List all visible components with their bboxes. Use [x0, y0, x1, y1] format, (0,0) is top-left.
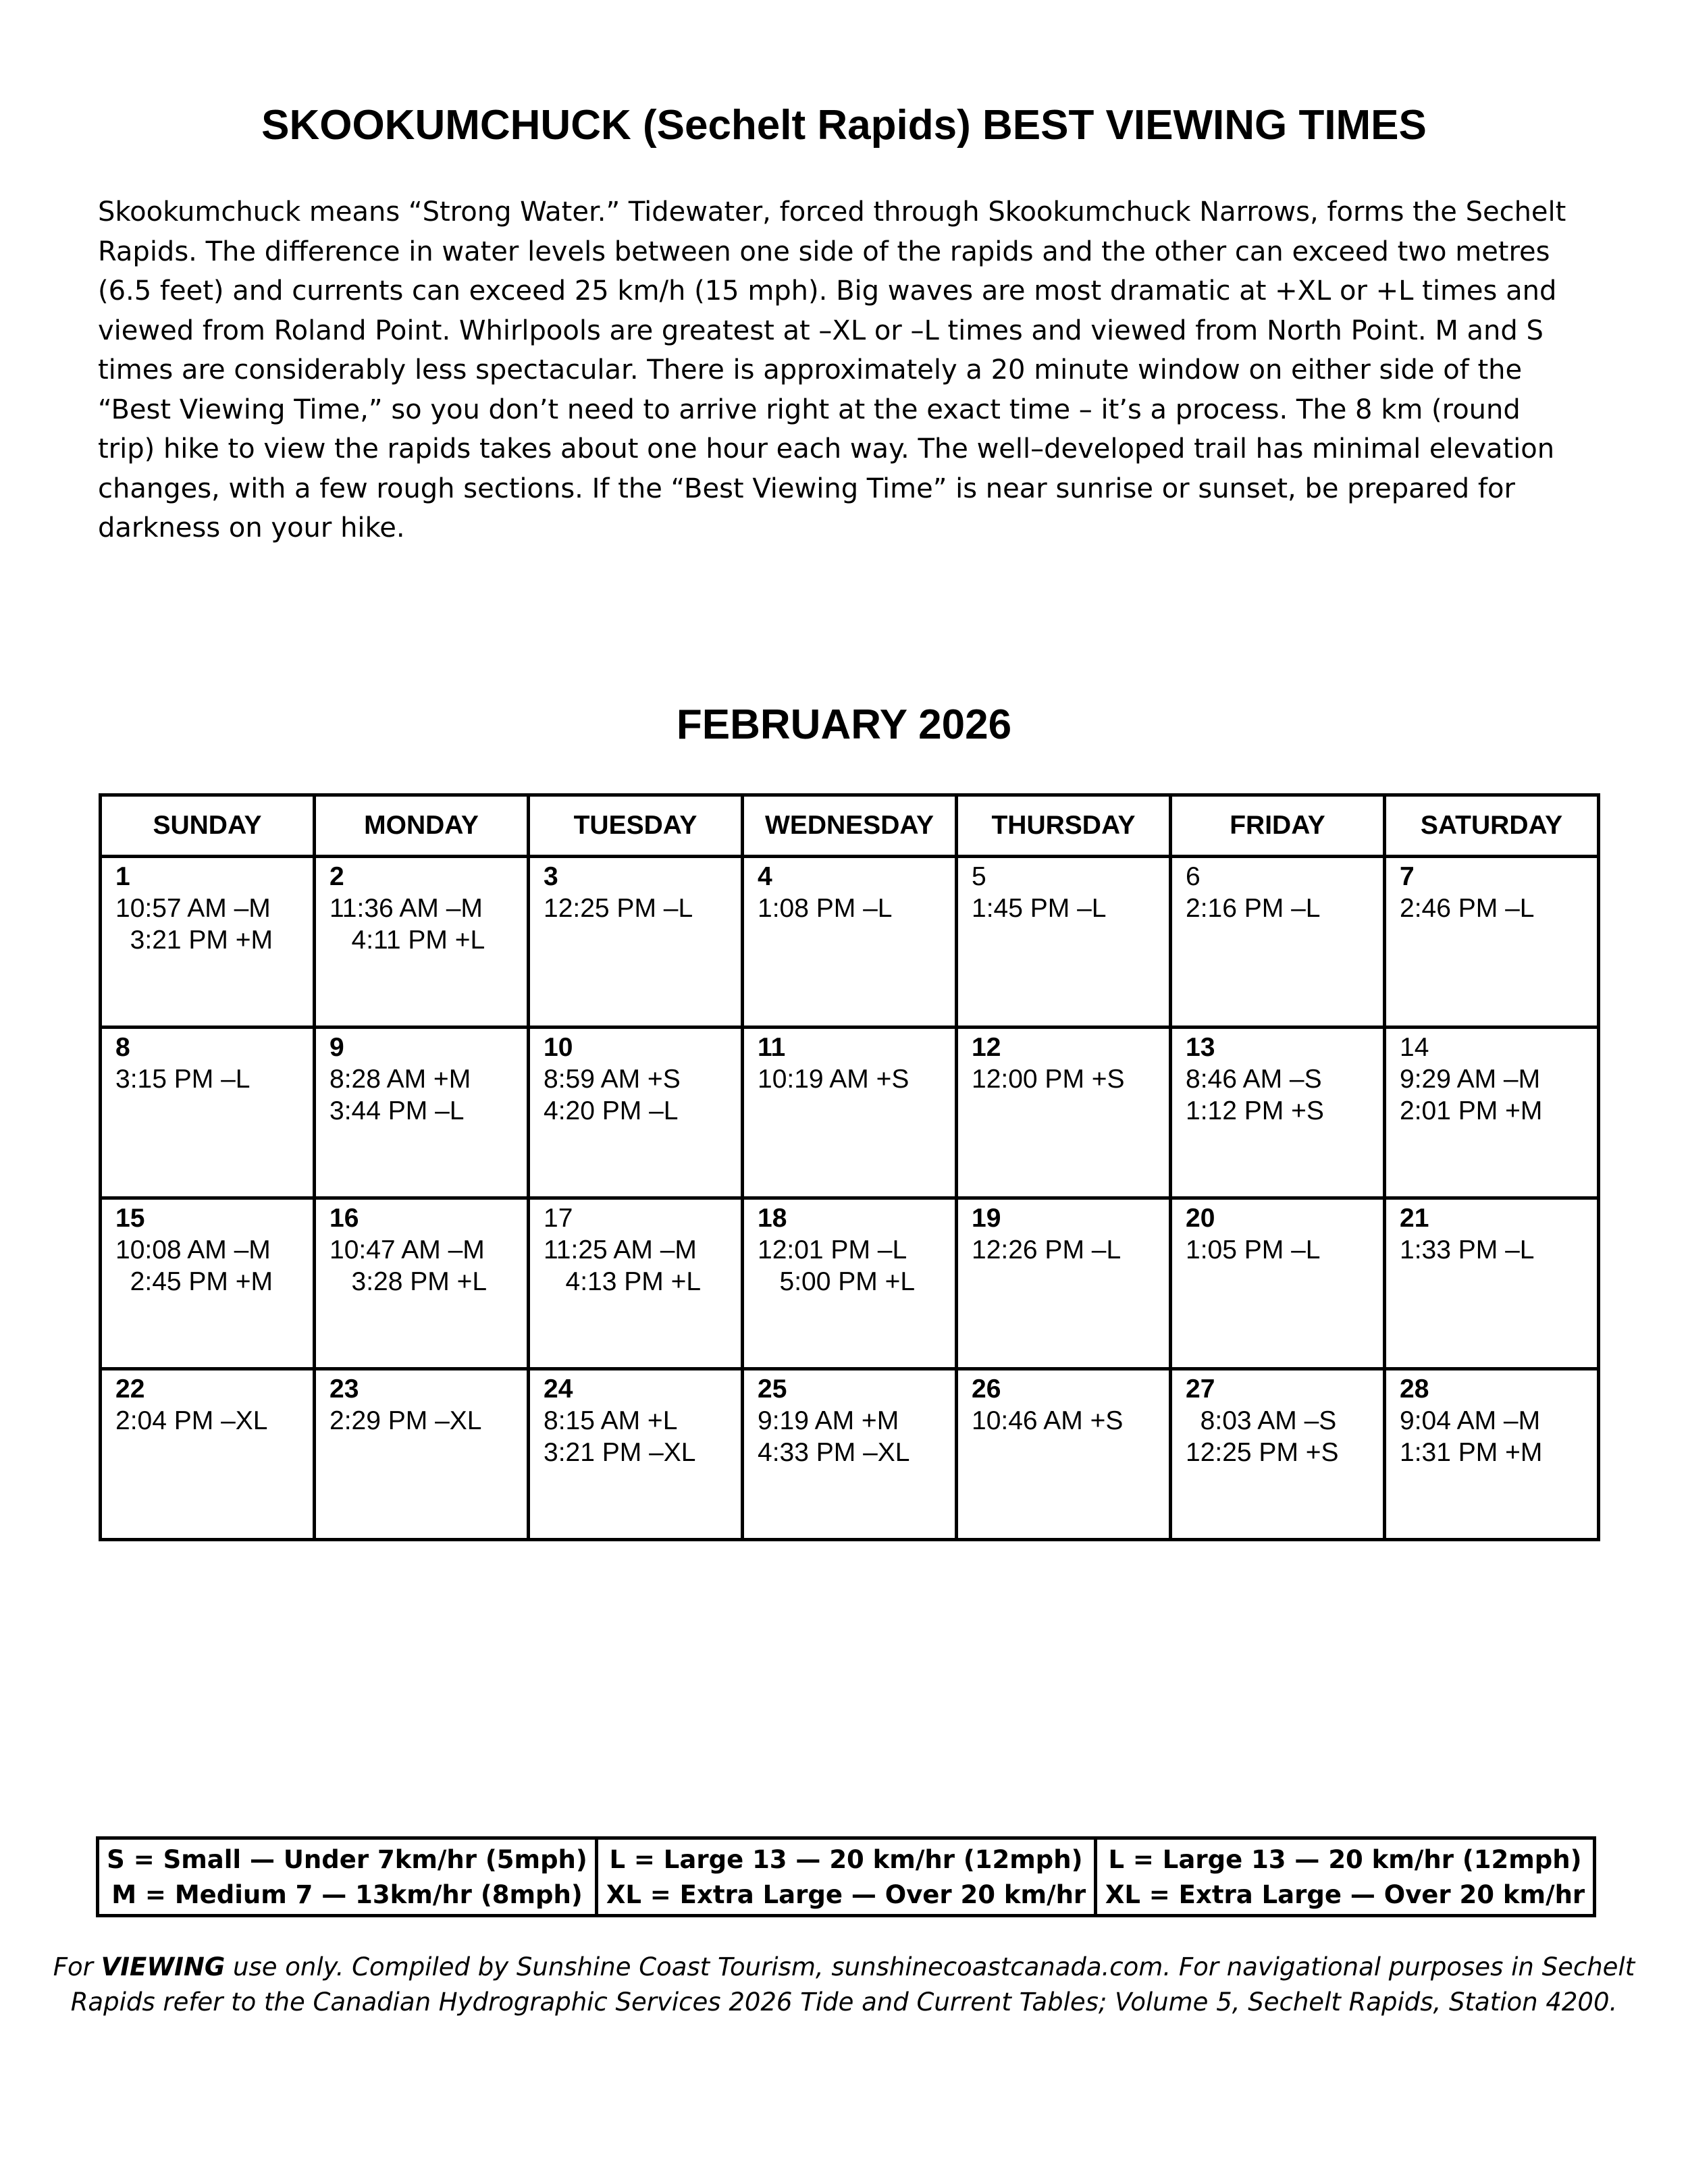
footer-prefix: For [53, 1952, 101, 1981]
day-number: 6 [1186, 862, 1201, 891]
calendar-day-cell [743, 1369, 957, 1540]
calendar-day-cell [957, 857, 1171, 1028]
calendar-week-row [101, 1198, 1599, 1369]
header-tuesday: TUESDAY [529, 795, 743, 857]
legend-cell [98, 1838, 597, 1916]
calendar-day-cell [1385, 1198, 1599, 1369]
viewing-time: 8:15 AM +L [544, 1406, 678, 1435]
calendar-day-cell [1171, 1198, 1385, 1369]
viewing-time: 8:28 AM +M [329, 1065, 471, 1094]
calendar-day-cell [529, 1369, 743, 1540]
intro-paragraph: Skookumchuck means “Strong Water.” Tidewater, forced through Skookumchuck Narrows, forms the Sechelt Rapids. The difference in water levels between one side of the rapids and the other can exceed two metres (6.5 feet) and currents can exceed 25 km/h (15 mph). Big waves are most dramatic at +XL or +L times and viewed from Roland Point. Whirlpools are greatest at –XL or –L times and viewed from North Point. M and S times are considerably less spectacular. There is approximately a 20 minute window on either side of the “Best Viewing Time,” so you don’t need to arrive right at the exact time – it’s a process. The 8 km (round trip) hike to view the rapids takes about one hour each way. The well–developed trail has minimal elevation changes, with a few rough sections. If the “Best Viewing Time” is near sunrise or sunset, be prepared for darkness on your hike. [98, 196, 1566, 543]
legend-line: L = Large 13 — 20 km/hr (12mph) [1108, 1845, 1582, 1874]
page-title: SKOOKUMCHUCK (Sechelt Rapids) BEST VIEWING TIMES [261, 102, 1427, 149]
day-number: 24 [544, 1375, 573, 1404]
day-number: 9 [329, 1033, 344, 1062]
calendar-day-cell [1171, 1028, 1385, 1198]
viewing-time: 3:21 PM –XL [544, 1438, 696, 1467]
calendar-header-row [101, 795, 1599, 857]
calendar-day-cell [315, 857, 529, 1028]
viewing-time: 9:19 AM +M [758, 1406, 899, 1435]
viewing-time: 12:25 PM –L [544, 894, 693, 923]
viewing-time: 11:36 AM –M [329, 894, 483, 923]
viewing-time: 1:05 PM –L [1186, 1235, 1321, 1264]
viewing-time: 8:46 AM –S [1186, 1065, 1322, 1094]
viewing-time: 2:04 PM –XL [115, 1406, 268, 1435]
viewing-time: 3:15 PM –L [115, 1065, 250, 1094]
viewing-time: 2:46 PM –L [1400, 894, 1535, 923]
day-number: 25 [758, 1375, 787, 1404]
viewing-time: 9:29 AM –M [1400, 1065, 1541, 1094]
viewing-time: 12:01 PM –L [758, 1235, 907, 1264]
day-number: 17 [544, 1204, 573, 1233]
viewing-time: 2:16 PM –L [1186, 894, 1321, 923]
day-number: 1 [115, 862, 130, 891]
legend-line: XL = Extra Large — Over 20 km/hr [606, 1880, 1086, 1909]
calendar-day-cell [315, 1369, 529, 1540]
viewing-time: 10:19 AM +S [758, 1065, 909, 1094]
calendar-day-cell [957, 1198, 1171, 1369]
day-number: 20 [1186, 1204, 1215, 1233]
calendar-day-cell [101, 1369, 315, 1540]
legend-line: S = Small — Under 7km/hr (5mph) [107, 1845, 587, 1874]
calendar-week-row [101, 857, 1599, 1028]
footer-line1: use only. Compiled by Sunshine Coast Tourism, sunshinecoastcanada.com. For navigational purposes in Sechelt [225, 1952, 1635, 1981]
viewing-time: 8:03 AM –S [1186, 1406, 1337, 1435]
viewing-time: 5:00 PM +L [758, 1267, 916, 1296]
calendar-table [99, 793, 1600, 1541]
calendar-day-cell [529, 1028, 743, 1198]
calendar-day-cell [957, 1028, 1171, 1198]
viewing-time: 1:12 PM +S [1186, 1096, 1324, 1125]
header-monday: MONDAY [315, 795, 529, 857]
legend-line: L = Large 13 — 20 km/hr (12mph) [609, 1845, 1083, 1874]
day-number: 5 [972, 862, 986, 891]
calendar-day-cell [529, 1198, 743, 1369]
day-number: 8 [115, 1033, 130, 1062]
viewing-time: 3:21 PM +M [115, 926, 273, 955]
day-number: 11 [758, 1033, 786, 1062]
viewing-time: 10:08 AM –M [115, 1235, 271, 1264]
day-number: 28 [1400, 1375, 1429, 1404]
header-wednesday: WEDNESDAY [743, 795, 957, 857]
calendar-day-cell [315, 1198, 529, 1369]
viewing-time: 9:04 AM –M [1400, 1406, 1541, 1435]
viewing-time: 8:59 AM +S [544, 1065, 681, 1094]
day-number: 4 [758, 862, 772, 891]
speed-legend [96, 1836, 1596, 1917]
calendar-day-cell [957, 1369, 1171, 1540]
day-number: 18 [758, 1204, 787, 1233]
footer-emphasis: VIEWING [101, 1952, 226, 1981]
viewing-time: 1:33 PM –L [1400, 1235, 1535, 1264]
viewing-time: 12:26 PM –L [972, 1235, 1122, 1264]
day-number: 26 [972, 1375, 1001, 1404]
calendar-day-cell [101, 1198, 315, 1369]
viewing-time: 2:01 PM +M [1400, 1096, 1543, 1125]
viewing-time: 2:29 PM –XL [329, 1406, 482, 1435]
header-friday: FRIDAY [1171, 795, 1385, 857]
day-number: 21 [1400, 1204, 1429, 1233]
legend-cell [597, 1838, 1096, 1916]
day-number: 10 [544, 1033, 573, 1062]
calendar-week-row [101, 1028, 1599, 1198]
legend-line: M = Medium 7 — 13km/hr (8mph) [111, 1880, 583, 1909]
calendar-day-cell [743, 1028, 957, 1198]
viewing-time: 12:00 PM +S [972, 1065, 1125, 1094]
legend-line: XL = Extra Large — Over 20 km/hr [1105, 1880, 1585, 1909]
day-number: 12 [972, 1033, 1001, 1062]
calendar-day-cell [1171, 1369, 1385, 1540]
viewing-time: 4:13 PM +L [544, 1267, 702, 1296]
viewing-time: 4:33 PM –XL [758, 1438, 910, 1467]
calendar-day-cell [1385, 857, 1599, 1028]
calendar-day-cell [101, 857, 315, 1028]
month-title: FEBRUARY 2026 [676, 701, 1012, 748]
footer-line2: Rapids refer to the Canadian Hydrographic Services 2026 Tide and Current Tables; Volume 5, Sechelt Rapids, Station 4200. [70, 1988, 1618, 2017]
calendar-day-cell [315, 1028, 529, 1198]
header-saturday: SATURDAY [1385, 795, 1599, 857]
viewing-time: 3:28 PM +L [329, 1267, 487, 1296]
header-sunday: SUNDAY [101, 795, 315, 857]
viewing-time: 1:31 PM +M [1400, 1438, 1543, 1467]
footer-note [0, 1950, 1688, 2020]
day-number: 23 [329, 1375, 359, 1404]
header-thursday: THURSDAY [957, 795, 1171, 857]
viewing-time: 1:45 PM –L [972, 894, 1107, 923]
viewing-time: 4:20 PM –L [544, 1096, 679, 1125]
viewing-time: 2:45 PM +M [115, 1267, 273, 1296]
legend-cell [1096, 1838, 1595, 1916]
day-number: 15 [115, 1204, 145, 1233]
day-number: 7 [1400, 862, 1415, 891]
calendar-day-cell [1385, 1369, 1599, 1540]
calendar-day-cell [101, 1028, 315, 1198]
calendar-day-cell [1385, 1028, 1599, 1198]
day-number: 14 [1400, 1033, 1429, 1062]
day-number: 19 [972, 1204, 1001, 1233]
viewing-time: 11:25 AM –M [544, 1235, 697, 1264]
viewing-time: 12:25 PM +S [1186, 1438, 1339, 1467]
day-number: 3 [544, 862, 558, 891]
day-number: 16 [329, 1204, 359, 1233]
calendar-day-cell [743, 857, 957, 1028]
viewing-time: 3:44 PM –L [329, 1096, 465, 1125]
viewing-time: 4:11 PM +L [329, 926, 485, 955]
viewing-time: 1:08 PM –L [758, 894, 893, 923]
day-number: 27 [1186, 1375, 1215, 1404]
calendar-day-cell [1171, 857, 1385, 1028]
viewing-time: 10:46 AM +S [972, 1406, 1124, 1435]
calendar-day-cell [743, 1198, 957, 1369]
calendar-week-row [101, 1369, 1599, 1540]
viewing-time: 10:47 AM –M [329, 1235, 485, 1264]
day-number: 13 [1186, 1033, 1215, 1062]
day-number: 22 [115, 1375, 145, 1404]
viewing-time: 10:57 AM –M [115, 894, 271, 923]
calendar-day-cell [529, 857, 743, 1028]
day-number: 2 [329, 862, 344, 891]
